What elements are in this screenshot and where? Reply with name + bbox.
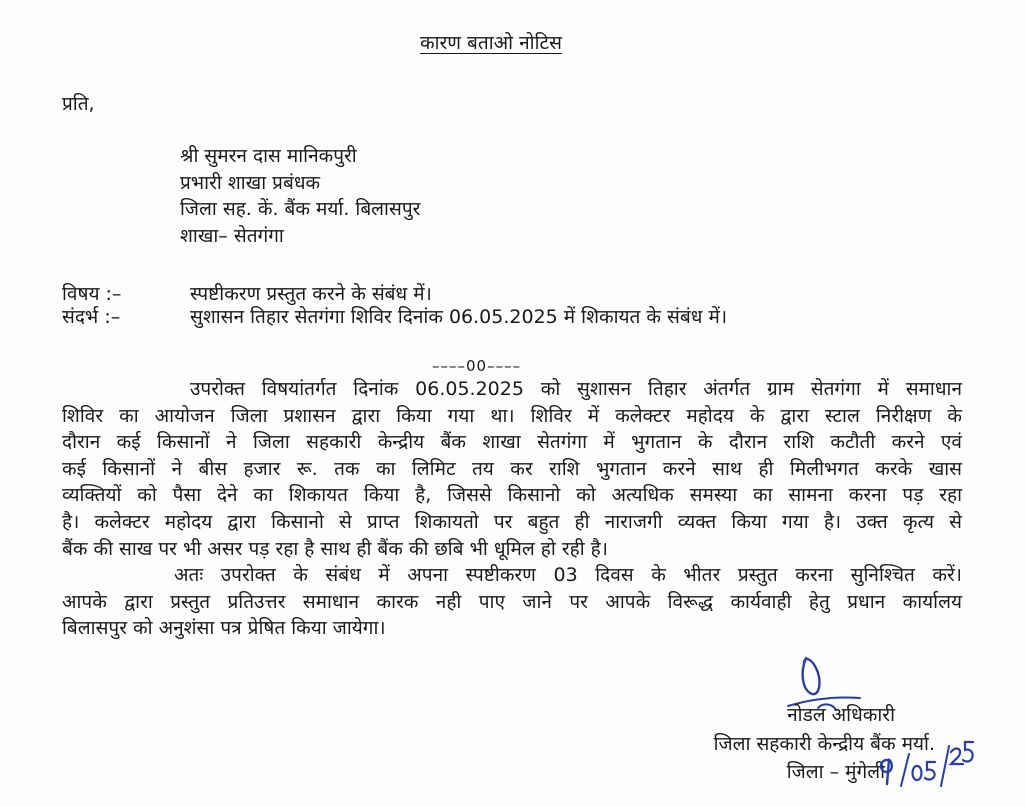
notice-title: कारण बताओ नोटिस [420, 32, 562, 54]
paragraph-line: उपरोक्त विषयांतर्गत दिनांक 06.05.2025 को सुशासन तिहार अंतर्गत ग्राम सेतगंगा में समाधान [190, 378, 962, 400]
to-label: प्रति, [62, 93, 95, 115]
handwritten-date-icon [875, 732, 975, 790]
reference-label: संदर्भ :– [62, 306, 121, 328]
paragraph-line: बिलासपुर को अनुशंसा पत्र प्रेषित किया जायेगा। [62, 617, 386, 640]
paragraph-line: व्यक्तियों को पैसा देने का शिकायत किया है, जिससे किसानो को अत्यधिक समस्या का सामना करना पड़ रहा [62, 484, 962, 507]
paragraph-line: दौरान कई किसानों ने जिला सहकारी केन्द्रीय बैंक शाखा सेतगंगा में भुगतान के दौरान राशि कटौती करने एवं [62, 431, 962, 454]
paragraph-line: है। कलेक्टर महोदय द्वारा किसानो से प्राप्त शिकायतो पर बहुत ही नाराजगी व्यक्त किया गया है। उक्त कृत्य से [62, 510, 962, 533]
paragraph-line: बैंक की साख पर भी असर पड़ रहा है साथ ही बैंक की छबि भी धूमिल हो रही है। [62, 537, 608, 560]
reference-text: सुशासन तिहार सेतगंगा शिविर दिनांक 06.05.2025 में शिकायत के संबंध में। [190, 306, 728, 328]
separator: ––––00–––– [432, 357, 522, 375]
signatory-title: नोडल अधिकारी [787, 704, 895, 726]
subject-label: विषय :– [62, 283, 122, 305]
paragraph-line: शिविर का आयोजन जिला प्रशासन द्वारा किया गया था। शिविर में कलेक्टर महोदय के द्वारा स्टाल निरीक्षण के [62, 404, 962, 427]
paragraph-line: आपके द्वारा प्रस्तुत प्रतिउत्तर समाधान कारक नही पाए जाने पर आपके विरूद्ध कार्यवाही हेतु प्रधान कार्यालय [62, 590, 962, 613]
signatory-district: जिला – मुंगेली [786, 761, 885, 783]
subject-text: स्पष्टीकरण प्रस्तुत करने के संबंध में। [190, 283, 432, 305]
body-paragraph-1 [62, 376, 962, 562]
paragraph-line: कई किसानों ने बीस हजार रू. तक का लिमिट तय कर राशि भुगतान करने साथ ही मिलीभगत करके खास [62, 457, 962, 480]
body-paragraph-2 [62, 562, 962, 642]
paragraph-line: अतः उपरोक्त के संबंध में अपना स्पष्टीकरण 03 दिवस के भीतर प्रस्तुत करना सुनिश्चित करें। [174, 564, 962, 586]
signatory-org: जिला सहकारी केन्द्रीय बैंक मर्या. [713, 733, 935, 755]
recipient-designation: प्रभारी शाखा प्रबंधक [180, 172, 321, 194]
recipient-name: श्री सुमरन दास मानिकपुरी [180, 145, 357, 167]
recipient-branch: शाखा– सेतगंगा [180, 225, 284, 247]
recipient-bank: जिला सह. कें. बैंक मर्या. बिलासपुर [180, 198, 421, 220]
